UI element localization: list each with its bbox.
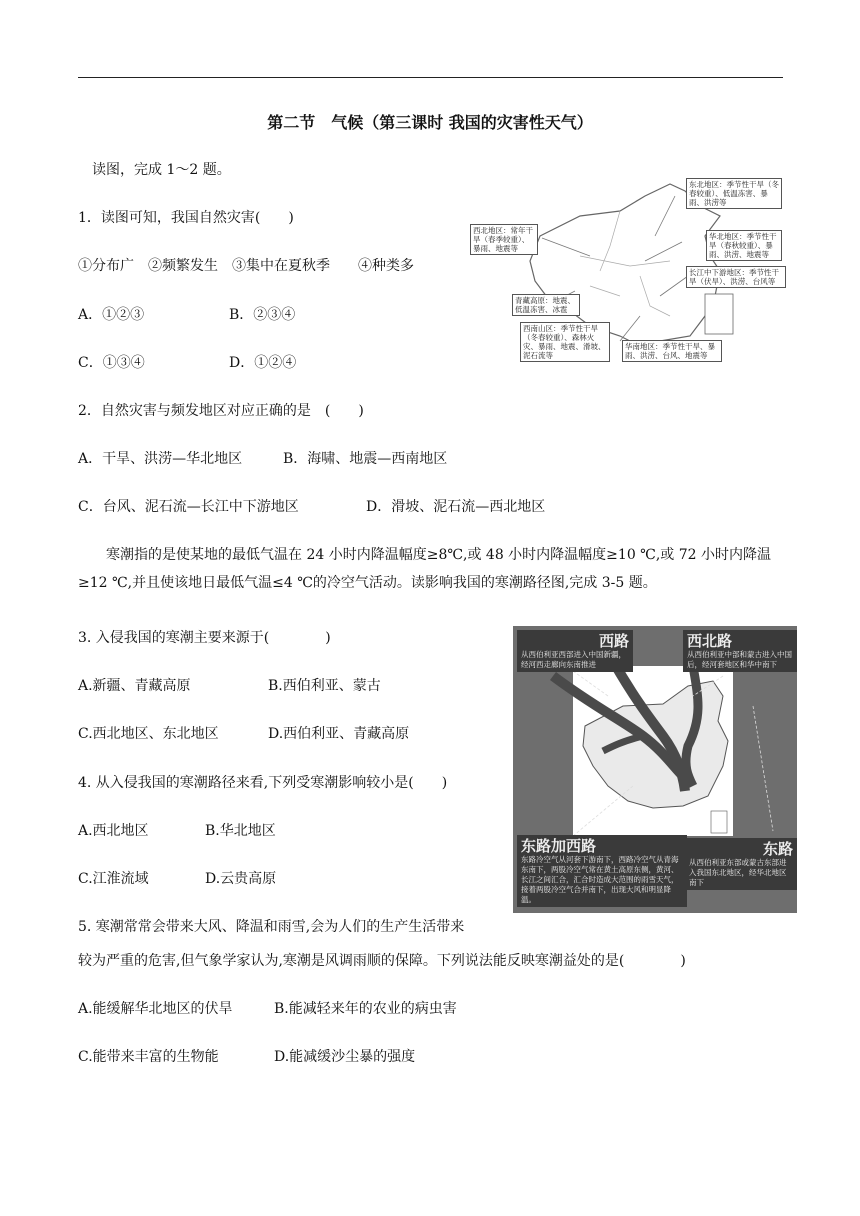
q3-option-c: C.西北地区、东北地区 [78,726,219,742]
q4-option-c: C.江淮流域 [78,871,149,887]
q2-option-d: D．滑坡、泥石流—西北地区 [366,499,546,515]
intro-2: 寒潮指的是使某地的最低气温在 24 小时内降温幅度≥8℃,或 48 小时内降温幅度≥10 ℃,或 72 小时内降温≥12 ℃,并且使该地日最低气温≤4 ℃的冷空气活动。读影响我国的寒潮路径图,完成 3-5 题。 [78,547,771,591]
q5-stem-line1: 5. 寒潮常常会带来大风、降温和雨雪,会为人们的生产生活带来 [78,919,465,935]
q1-option-b: B．②③④ [229,307,296,323]
q1-option-c: C．①③④ [78,355,145,371]
q5-option-d: D.能减缓沙尘暴的强度 [274,1049,416,1065]
q5-option-c: C.能带来丰富的生物能 [78,1049,219,1065]
q4-option-a: A.西北地区 [78,823,149,839]
label-northeast: 东北地区：季节性干旱（冬春较重）、低温冻害、暴雨、洪涝等 [686,178,782,209]
route-west-desc: 从西伯利亚西部进入中国新疆，经河西走廊向东南推进 [521,650,626,669]
label-qingzang: 青藏高原：地震、低温冻害、冰雹 [512,294,580,316]
disaster-map [470,176,786,368]
cold-wave-route-map [513,626,797,913]
q5-option-a: A.能缓解华北地区的伏旱 [78,1001,233,1017]
route-west [517,630,633,672]
label-yangtze: 长江中下游地区：季节性干旱（伏旱）、洪涝、台风等 [686,266,786,288]
label-south-china: 华南地区：季节性干旱、暴雨、洪涝、台风、地震等 [622,340,722,362]
page-title: 第二节 气候（第三课时 我国的灾害性天气） [267,113,593,132]
q5-option-b: B.能减轻来年的农业的病虫害 [274,1001,457,1017]
label-southwest: 西南山区：季节性干旱（冬春较重）、森林火灾、暴雨、地震、滑坡、泥石流等 [520,322,610,362]
intro-1: 读图，完成 1～2 题。 [92,162,231,178]
q1-option-a: A．①②③ [78,307,145,323]
q4-option-d: D.云贵高原 [205,871,277,887]
q3-stem: 3. 入侵我国的寒潮主要来源于( ) [78,630,331,646]
header-rule [78,77,783,78]
q2-option-c: C．台风、泥石流—长江中下游地区 [78,499,299,515]
q4-option-b: B.华北地区 [205,823,276,839]
q3-option-b: B.西伯利亚、蒙古 [268,678,381,694]
label-northwest: 西北地区：常年干旱（春季较重）、暴雨、地震等 [470,224,538,255]
q3-option-d: D.西伯利亚、青藏高原 [268,726,410,742]
route-northwest-title: 西北路 [687,632,733,650]
q1-items: ①分布广 ②频繁发生 ③集中在夏秋季 ④种类多 [78,258,414,274]
q4-stem: 4. 从入侵我国的寒潮路径来看,下列受寒潮影响较小是( ) [78,775,448,791]
route-east-west-desc: 东路冷空气从河套下游南下，西路冷空气从青海东南下，两股冷空气常在黄土高原东侧，黄河、长江之间汇合，汇合时造成大范围的雨雪天气，接着两股冷空气合并南下，出现大风和明显降温。 [521,855,679,904]
route-northwest [683,630,797,672]
route-west-title: 西路 [598,632,629,650]
route-east-title: 东路 [762,840,793,858]
q3-option-a: A.新疆、青藏高原 [78,678,191,694]
route-east-west [517,835,687,907]
q2-stem: 2．自然灾害与频发地区对应正确的是 ( ) [78,403,364,419]
route-east-west-title: 东路加西路 [521,837,597,855]
q1-stem: 1．读图可知，我国自然灾害( ) [78,210,294,226]
q1-option-d: D．①②④ [229,355,297,371]
route-east-desc: 从西伯利亚东部或蒙古东部进入我国东北地区，经华北地区南下 [689,858,787,887]
q2-option-b: B．海啸、地震—西南地区 [283,451,448,467]
label-north-china: 华北地区：季节性干旱（春秋较重）、暴雨、洪涝、地震等 [706,230,782,261]
q2-option-a: A．干旱、洪涝—华北地区 [78,451,243,467]
route-northwest-desc: 从西伯利亚中部和蒙古进入中国后，经河套地区和华中南下 [687,650,792,669]
q5-stem-line2: 较为严重的危害,但气象学家认为,寒潮是风调雨顺的保障。下列说法能反映寒潮益处的是( ) [78,953,686,969]
route-east [685,838,797,890]
